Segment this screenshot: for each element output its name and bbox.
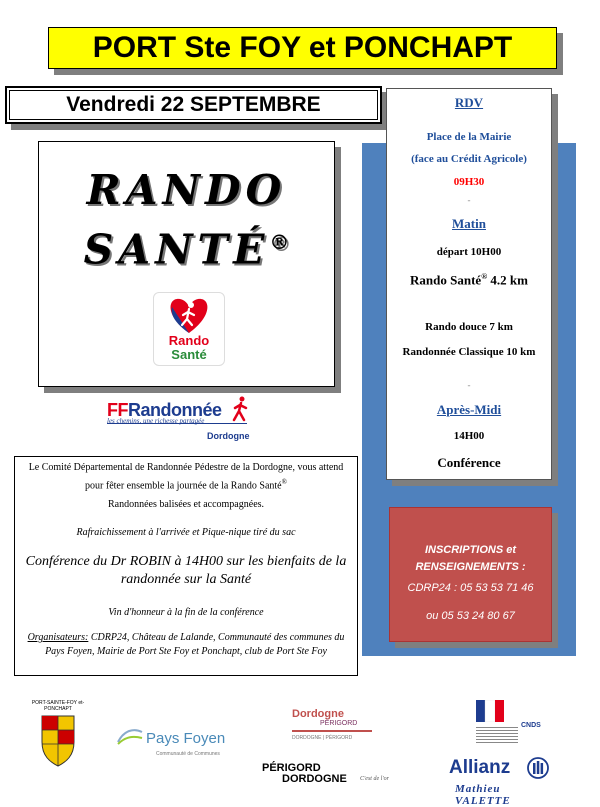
ffrandonnee-logo bbox=[107, 400, 250, 448]
rafraichissement-text: Rafraichissement à l'arrivée et Pique-nique tiré du sac bbox=[76, 527, 296, 538]
depart-time: départ 10H00 bbox=[436, 246, 502, 258]
rdv-time: 09H30 bbox=[453, 176, 485, 188]
organisateurs-text: Organisateurs: CDRP24, Château de Lalande, Communauté des communes du Pays Foyen, Mairie de Port Ste Foy et Ponchapt, club de Port Ste Foy bbox=[27, 632, 345, 657]
description-box bbox=[14, 456, 358, 676]
rdv-heading: RDV bbox=[454, 95, 484, 110]
balisees-text: Randonnées balisées et accompagnées. bbox=[107, 499, 265, 510]
dordogne-perigord-logo: Dordogne PÉRIGORD DORDOGNE | PÉRIGORD bbox=[292, 708, 382, 746]
phone-alt: ou 05 53 24 80 67 bbox=[426, 610, 515, 622]
rdv-place-detail: (face au Crédit Agricole) bbox=[411, 153, 527, 165]
inscriptions-box bbox=[389, 507, 552, 642]
heart-walker-icon bbox=[154, 293, 224, 365]
ffr-region: Dordogne bbox=[207, 431, 250, 441]
rando-title-line1: RANDO bbox=[86, 166, 287, 214]
allianz-logo: Allianz Mathieu VALETTE bbox=[449, 757, 559, 797]
rdv-card bbox=[386, 88, 552, 480]
perigord-dordogne-logo: PÉRIGORD DORDOGNE C'est de l'or bbox=[262, 762, 389, 785]
rdv-place: Place de la Mairie bbox=[426, 131, 512, 143]
rando-sante-logo bbox=[153, 292, 225, 366]
rando-douce: Rando douce 7 km bbox=[425, 321, 513, 333]
ffr-tagline: les chemins, une richesse partagée bbox=[107, 417, 205, 425]
swoosh-icon bbox=[116, 726, 144, 746]
rando-title-word: SANTÉ bbox=[83, 225, 270, 274]
conference-text: Conférence du Dr ROBIN à 14H00 sur les bienfaits de la randonnée sur la Santé bbox=[25, 554, 347, 587]
walker-icon bbox=[231, 396, 249, 422]
event-date: Vendredi 22 SEPTEMBRE bbox=[5, 86, 382, 124]
apres-midi-time: 14H00 bbox=[453, 430, 485, 442]
cnds-logo: CNDS bbox=[476, 700, 556, 748]
page-title: PORT Ste FOY et PONCHAPT bbox=[48, 27, 557, 69]
matin-heading: Matin bbox=[452, 216, 486, 231]
pays-foyen-logo: Pays Foyen Communauté de Communes bbox=[116, 726, 226, 762]
allianz-eagle-icon bbox=[527, 757, 549, 779]
registered-mark: ® bbox=[269, 230, 290, 254]
rando-classique: Randonnée Classique 10 km bbox=[402, 346, 536, 358]
svg-text:Rando: Rando bbox=[168, 333, 210, 348]
rando-sante-distance: Rando Santé® 4.2 km bbox=[410, 272, 528, 288]
separator: - bbox=[467, 380, 471, 390]
phone-cdrp24: CDRP24 : 05 53 53 71 46 bbox=[407, 582, 534, 594]
coat-of-arms-icon bbox=[28, 712, 88, 770]
rando-sante-title bbox=[39, 164, 334, 276]
dordogne-rule bbox=[292, 730, 372, 732]
separator: - bbox=[467, 195, 471, 205]
marianne-flag-icon bbox=[476, 700, 504, 722]
inscriptions-heading: INSCRIPTIONS et RENSEIGNEMENTS : bbox=[415, 544, 526, 573]
conference-label: Conférence bbox=[437, 455, 501, 470]
vin-honneur-text: Vin d'honneur à la fin de la conférence bbox=[108, 607, 264, 618]
svg-text:Santé: Santé bbox=[171, 347, 207, 362]
rando-sante-box bbox=[38, 141, 335, 387]
intro-paragraph: Le Comité Départemental de Randonnée Pédestre de la Dordogne, vous attend pour fêter ensemble la journée de la Rando Santé® bbox=[28, 462, 344, 492]
ffr-brand: FFRandonnée bbox=[107, 400, 222, 420]
commune-logo: PORT-SAINTE-FOY et-PONCHAPT bbox=[28, 700, 88, 775]
rando-title-line2 bbox=[39, 216, 334, 276]
apres-midi-heading: Après-Midi bbox=[436, 402, 502, 417]
ministry-text-lines bbox=[476, 725, 518, 743]
